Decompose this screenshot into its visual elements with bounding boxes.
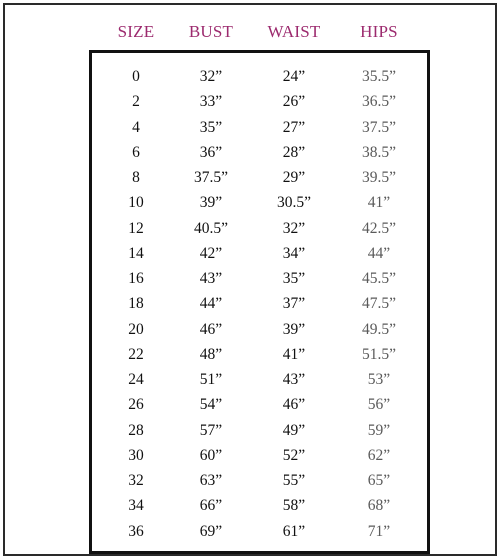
cell-bust: 43” <box>199 270 223 287</box>
cell-hips: 42.5” <box>361 219 396 237</box>
cell-waist: 37” <box>282 295 306 313</box>
table-row <box>0 446 502 466</box>
table-row <box>0 471 502 491</box>
cell-size: 26 <box>128 396 144 414</box>
cell-hips: 44” <box>367 244 391 262</box>
cell-size: 30 <box>128 446 144 464</box>
table-row <box>0 522 502 542</box>
cell-size: 18 <box>128 295 144 313</box>
cell-bust: 63” <box>199 472 223 489</box>
table-row <box>0 269 502 289</box>
cell-hips: 53” <box>367 371 391 388</box>
cell-waist: 28” <box>282 143 306 161</box>
cell-waist: 30.5” <box>276 194 311 212</box>
table-row <box>0 345 502 365</box>
cell-bust: 46” <box>199 320 223 338</box>
cell-size: 20 <box>128 320 144 338</box>
cell-size: 24 <box>128 371 144 388</box>
cell-size: 28 <box>128 421 144 439</box>
cell-bust: 33” <box>199 93 223 111</box>
header-waist: WAIST <box>267 22 321 41</box>
cell-size: 12 <box>128 219 144 237</box>
cell-size: 14 <box>128 244 144 262</box>
cell-hips: 51.5” <box>361 345 396 363</box>
table-row <box>0 118 502 138</box>
table-row <box>0 395 502 415</box>
cell-waist: 29” <box>282 169 306 186</box>
cell-hips: 36.5” <box>361 93 396 111</box>
table-row <box>0 421 502 441</box>
table-row <box>0 370 502 390</box>
cell-waist: 52” <box>282 446 306 464</box>
cell-waist: 58” <box>282 497 306 515</box>
cell-bust: 69” <box>199 522 223 540</box>
cell-hips: 71” <box>367 522 391 540</box>
cell-waist: 35” <box>282 270 306 287</box>
header-size: SIZE <box>117 22 155 41</box>
cell-waist: 46” <box>282 396 306 414</box>
cell-bust: 39” <box>199 194 223 212</box>
cell-waist: 24” <box>282 68 306 85</box>
cell-hips: 59” <box>367 421 391 439</box>
cell-hips: 68” <box>367 497 391 515</box>
cell-hips: 65” <box>367 472 391 489</box>
cell-waist: 27” <box>282 118 306 136</box>
cell-waist: 26” <box>282 93 306 111</box>
cell-size: 34 <box>128 497 144 515</box>
cell-size: 36 <box>128 522 144 540</box>
cell-hips: 37.5” <box>361 118 396 136</box>
cell-size: 6 <box>132 143 140 161</box>
cell-size: 10 <box>128 194 144 212</box>
table-row <box>0 193 502 213</box>
cell-size: 16 <box>128 270 144 287</box>
table-row <box>0 67 502 87</box>
size-chart-header <box>0 22 502 42</box>
cell-size: 4 <box>132 118 140 136</box>
cell-hips: 41” <box>367 194 391 212</box>
header-hips: HIPS <box>360 22 398 41</box>
cell-hips: 45.5” <box>361 270 396 287</box>
cell-hips: 35.5” <box>361 68 396 85</box>
cell-waist: 55” <box>282 472 306 489</box>
cell-waist: 43” <box>282 371 306 388</box>
table-row <box>0 244 502 264</box>
cell-hips: 62” <box>367 446 391 464</box>
cell-bust: 57” <box>199 421 223 439</box>
cell-hips: 47.5” <box>361 295 396 313</box>
cell-bust: 32” <box>199 68 223 85</box>
cell-bust: 44” <box>199 295 223 313</box>
cell-bust: 54” <box>199 396 223 414</box>
cell-bust: 36” <box>199 143 223 161</box>
cell-waist: 41” <box>282 345 306 363</box>
header-bust: BUST <box>188 22 234 41</box>
table-row <box>0 92 502 112</box>
table-row <box>0 143 502 163</box>
cell-bust: 48” <box>199 345 223 363</box>
cell-hips: 38.5” <box>361 143 396 161</box>
cell-hips: 56” <box>367 396 391 414</box>
cell-size: 2 <box>132 93 140 111</box>
table-row <box>0 294 502 314</box>
cell-bust: 37.5” <box>193 169 228 186</box>
table-row <box>0 168 502 188</box>
cell-bust: 51” <box>199 371 223 388</box>
table-row <box>0 219 502 239</box>
cell-size: 8 <box>132 169 140 186</box>
cell-waist: 61” <box>282 522 306 540</box>
cell-size: 22 <box>128 345 144 363</box>
cell-bust: 42” <box>199 244 223 262</box>
cell-bust: 66” <box>199 497 223 515</box>
cell-bust: 60” <box>199 446 223 464</box>
cell-hips: 39.5” <box>361 169 396 186</box>
cell-waist: 32” <box>282 219 306 237</box>
cell-size: 0 <box>132 68 140 85</box>
cell-waist: 34” <box>282 244 306 262</box>
table-row <box>0 496 502 516</box>
cell-hips: 49.5” <box>361 320 396 338</box>
cell-bust: 40.5” <box>193 219 228 237</box>
cell-waist: 49” <box>282 421 306 439</box>
cell-size: 32 <box>128 472 144 489</box>
cell-bust: 35” <box>199 118 223 136</box>
cell-waist: 39” <box>282 320 306 338</box>
table-row <box>0 320 502 340</box>
